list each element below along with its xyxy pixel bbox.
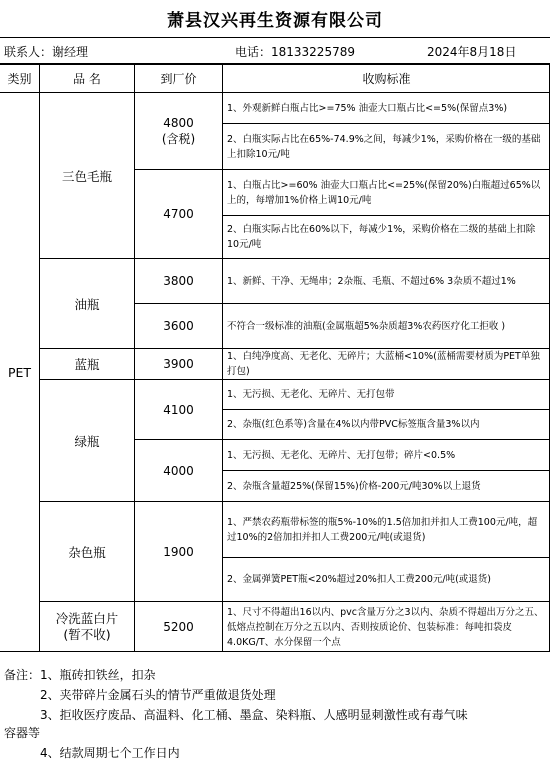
price-green-grade2: 4000 xyxy=(134,439,222,501)
price-cold-wash: 5200 xyxy=(134,601,222,652)
price-green-grade1: 4100 xyxy=(134,379,222,439)
product-blue: 蓝瓶 xyxy=(39,348,134,379)
standard-blue-1: 1、白纯净度高、无老化、无碎片；大蓝桶<10%(蓝桶需要材质为PET单独打包) xyxy=(222,348,550,379)
note-line: 3、拒收医疗废品、高温料、化工桶、墨盒、染料瓶、人感明显刺激性或有毒气味 xyxy=(40,708,468,722)
price-tricolor-grade1: 4800 (含税) xyxy=(134,92,222,169)
note-line: 容器等 xyxy=(4,726,41,740)
price-mixed: 1900 xyxy=(134,501,222,601)
standard-oil-2: 不符合一级标准的油瓶(金属瓶超5%杂质超3%农药医疗化工拒收 ) xyxy=(222,303,550,348)
product-tricolor: 三色毛瓶 xyxy=(39,92,134,258)
price-oil-grade1: 3800 xyxy=(134,258,222,303)
category-pet: PET xyxy=(0,92,39,652)
sheet-date: 2024年8月18日 xyxy=(427,45,517,59)
notes-section xyxy=(0,652,550,772)
note-line: 2、夹带碎片金属石头的情节严重做退货处理 xyxy=(40,688,276,702)
standard-mixed-2: 2、金属弹簧PET瓶<20%超过20%扣人工费200元/吨(或退货) xyxy=(222,557,550,601)
contact-row xyxy=(0,38,550,64)
standard-green-3: 1、无污损、无老化、无碎片、无打包带；碎片<0.5% xyxy=(222,439,550,470)
standard-green-2: 2、杂瓶(红色系等)含量在4%以内带PVC标签瓶含量3%以内 xyxy=(222,409,550,439)
standard-mixed-1: 1、严禁农药瓶带标签的瓶5%-10%的1.5倍加扣并扣人工费100元/吨，超过10%的2倍加扣并扣人工费200元/吨(或退货) xyxy=(222,501,550,557)
standard-green-1: 1、无污损、无老化、无碎片、无打包带 xyxy=(222,379,550,409)
product-mixed: 杂色瓶 xyxy=(39,501,134,601)
header-product: 品 名 xyxy=(39,64,134,92)
header-category: 类别 xyxy=(0,64,39,92)
contact-person: 联系人：谢经理 xyxy=(4,45,89,59)
header-price: 到厂价 xyxy=(134,64,222,92)
note-line: 4、结款周期七个工作日内 xyxy=(40,746,180,760)
standard-tricolor-2: 2、白瓶实际占比在65%-74.9%之间，每减少1%，采购价格在一级的基础上扣除10元/吨 xyxy=(222,123,550,169)
contact-phone: 电话：18133225789 xyxy=(235,45,355,59)
standard-tricolor-4: 2、白瓶实际占比在60%以下，每减少1%，采购价格在二级的基础上扣除10元/吨 xyxy=(222,215,550,258)
standard-green-4: 2、杂瓶含量超25%(保留15%)价格-200元/吨30%以上退货 xyxy=(222,470,550,501)
header-standard: 收购标准 xyxy=(222,64,550,92)
company-title: 萧县汉兴再生资源有限公司 xyxy=(0,0,550,38)
standard-tricolor-1: 1、外观新鲜白瓶占比>=75% 油壶大口瓶占比<=5%(保留点3%) xyxy=(222,92,550,123)
standard-cold-wash-1: 1、尺寸不得超出16以内、pvc含量万分之3以内、杂质不得超出万分之五、低熔点控制在万分之五以内、否则按质论价、包装标准：每吨扣袋皮4.0KG/T、水分保留一个点 xyxy=(222,601,550,652)
product-green: 绿瓶 xyxy=(39,379,134,501)
price-oil-grade2: 3600 xyxy=(134,303,222,348)
standard-oil-1: 1、新鲜、干净、无绳串；2杂瓶、毛瓶、不超过6% 3杂质不超过1% xyxy=(222,258,550,303)
price-tricolor-grade2: 4700 xyxy=(134,169,222,258)
standard-tricolor-3: 1、白瓶占比>=60% 油壶大口瓶占比<=25%(保留20%)白瓶超过65%以上的，每增加1%价格上调10元/吨 xyxy=(222,169,550,215)
product-oil: 油瓶 xyxy=(39,258,134,348)
product-cold-wash: 冷洗蓝白片 (暂不收) xyxy=(39,601,134,652)
price-blue: 3900 xyxy=(134,348,222,379)
price-table xyxy=(0,64,550,652)
note-line: 备注：1、瓶砖扣铁丝，扣杂 xyxy=(4,668,156,682)
